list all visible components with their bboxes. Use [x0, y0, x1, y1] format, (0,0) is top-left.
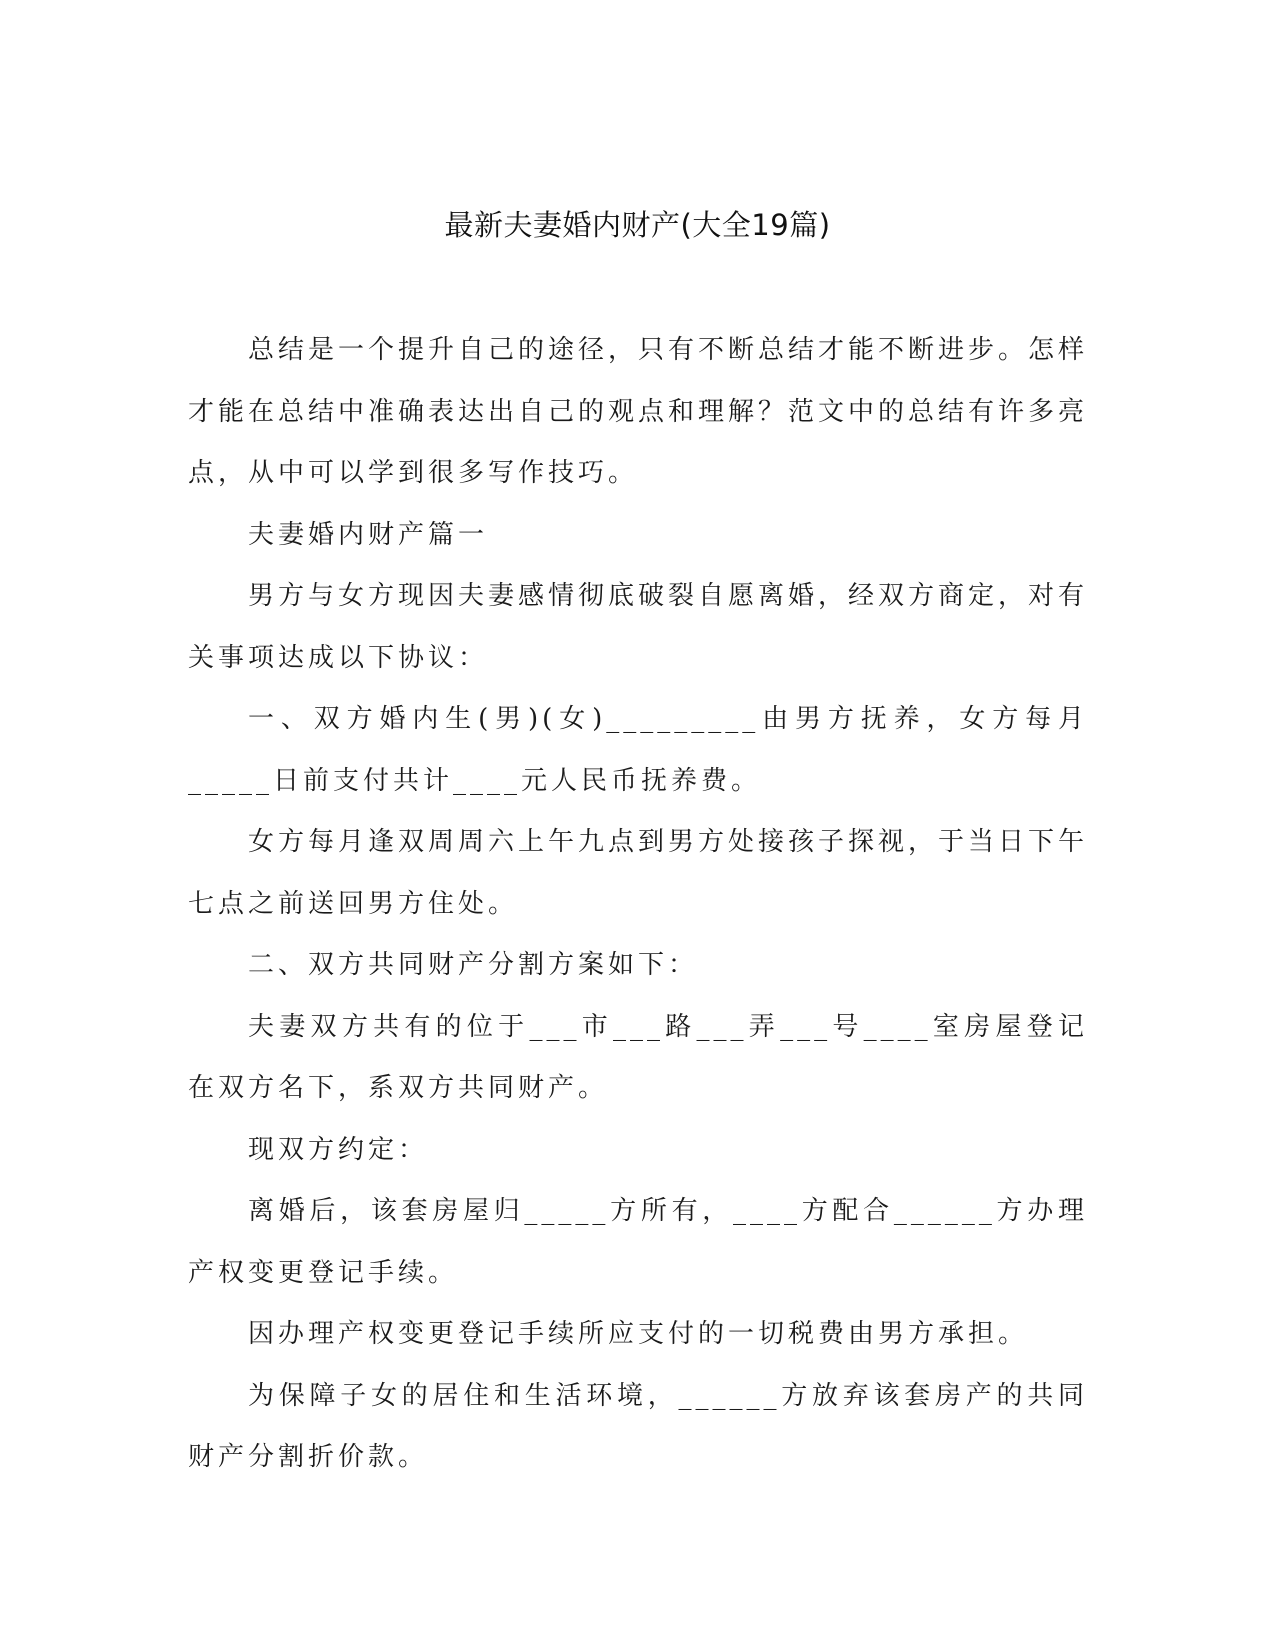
- paragraph-house-ownership: 离婚后，该套房屋归_____方所有，____方配合______方办理产权变更登记手续。: [188, 1196, 1088, 1288]
- paragraph-agreement-label: 现双方约定：: [248, 1134, 429, 1165]
- paragraph-section-heading: 夫妻婚内财产篇一: [248, 519, 489, 550]
- document-title: 最新夫妻婚内财产(大全19篇): [444, 208, 831, 242]
- paragraph-agreement-preamble: 男方与女方现因夫妻感情彻底破裂自愿离婚，经双方商定，对有关事项达成以下协议：: [188, 581, 1089, 673]
- paragraph-intro: 总结是一个提升自己的途径，只有不断总结才能不断进步。怎样才能在总结中准确表达出自己的观点和理解？范文中的总结有许多亮点，从中可以学到很多写作技巧。: [188, 335, 1089, 488]
- paragraph-taxes: 因办理产权变更登记手续所应支付的一切税费由男方承担。: [248, 1319, 1029, 1349]
- paragraph-visitation: 女方每月逢双周周六上午九点到男方处接孩子探视，于当日下午七点之前送回男方住处。: [188, 827, 1089, 919]
- paragraph-clause-custody: 一、双方婚内生(男)(女)_________由男方抚养，女方每月_____日前支付共计____元人民币抚养费。: [188, 704, 1088, 796]
- document-body: [188, 320, 1088, 1489]
- paragraph-house-location: 夫妻双方共有的位于___市___路___弄___号____室房屋登记在双方名下，系双方共同财产。: [188, 1011, 1088, 1103]
- paragraph-clause-property: 二、双方共同财产分割方案如下：: [248, 950, 699, 980]
- paragraph-waiver: 为保障子女的居住和生活环境，______方放弃该套房产的共同财产分割折价款。: [188, 1380, 1088, 1472]
